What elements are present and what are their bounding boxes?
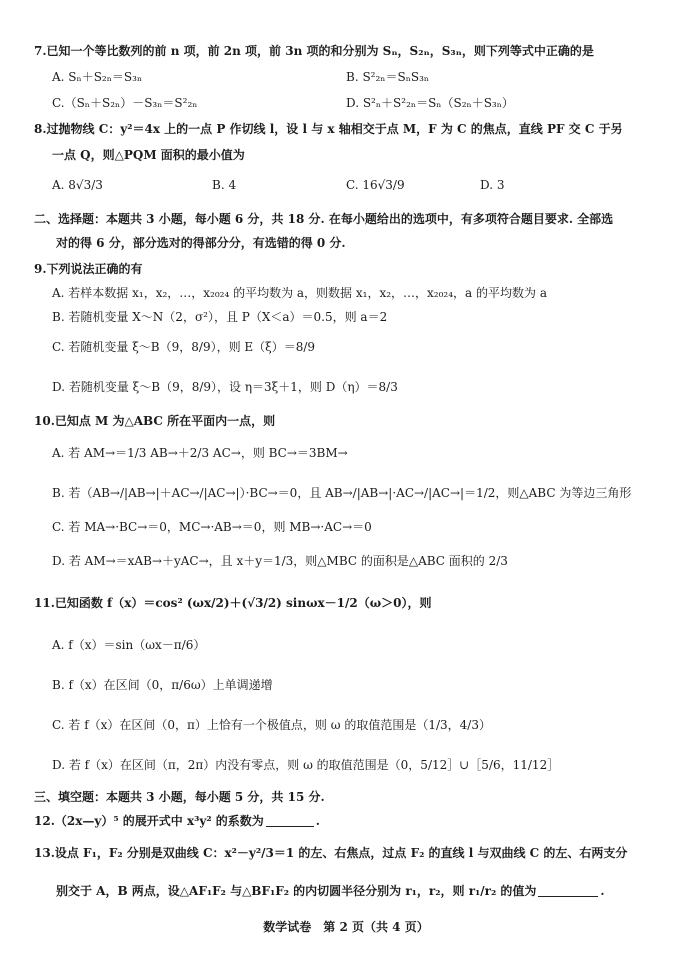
q13-stem-line2-row: 别交于 A，B 两点，设△AF₁F₂ 与△BF₁F₂ 的内切圆半径分别为 r₁，r₂，则 r₁/r₂ 的值为 . xyxy=(56,884,605,898)
q9-option-b: B. 若随机变量 X～N（2，σ²），且 P（X＜a）＝0.5，则 a＝2 xyxy=(52,310,388,324)
q10-stem: 10.已知点 M 为△ABC 所在平面内一点，则 xyxy=(34,414,276,428)
section3-heading: 三、填空题：本题共 3 小题，每小题 5 分，共 15 分. xyxy=(34,790,325,804)
q10-option-b: B. 若（AB→/|AB→|＋AC→/|AC→|）·BC→＝0，且 AB→/|AB→|·AC→/|AC→|＝1/2，则△ABC 为等边三角形 xyxy=(52,486,632,500)
q7-option-b: B. S²₂ₙ＝SₙS₃ₙ xyxy=(346,70,430,84)
q11-option-b: B. f（x）在区间（0，π/6ω）上单调递增 xyxy=(52,678,273,692)
section2-heading-line1: 二、选择题：本题共 3 小题，每小题 6 分，共 18 分. 在每小题给出的选项中，有多项符合题目要求. 全部选 xyxy=(34,212,614,226)
q8-stem-line2: 一点 Q，则△PQM 面积的最小值为 xyxy=(52,148,245,162)
q10-option-d: D. 若 AM→＝xAB→＋yAC→，且 x＋y＝1/3，则△MBC 的面积是△ABC 面积的 2/3 xyxy=(52,554,508,568)
q10-option-c: C. 若 MA→·BC→＝0，MC→·AB→＝0，则 MB→·AC→＝0 xyxy=(52,520,372,534)
q11-option-a: A. f（x）＝sin（ωx－π/6） xyxy=(52,638,206,652)
q11-option-c: C. 若 f（x）在区间（0，π）上恰有一个极值点，则 ω 的取值范围是（1/3，4/3） xyxy=(52,718,491,732)
q8-option-d: D. 3 xyxy=(480,178,505,192)
q13-stem-line1: 13.设点 F₁，F₂ 分别是双曲线 C：x²－y²/3＝1 的左、右焦点，过点 F₂ 的直线 l 与双曲线 C 的左、右两支分 xyxy=(34,846,628,860)
q13-stem-line2: 别交于 A，B 两点，设△AF₁F₂ 与△BF₁F₂ 的内切圆半径分别为 r₁，r₂，则 r₁/r₂ 的值为 xyxy=(56,884,537,898)
q8-stem-line1: 8.过抛物线 C：y²＝4x 上的一点 P 作切线 l，设 l 与 x 轴相交于点 M，F 为 C 的焦点，直线 PF 交 C 于另 xyxy=(34,122,623,136)
q8-option-b: B. 4 xyxy=(212,178,237,192)
q7-stem: 7.已知一个等比数列的前 n 项，前 2n 项，前 3n 项的和分别为 Sₙ，S₂ₙ，S₃ₙ，则下列等式中正确的是 xyxy=(34,44,594,58)
q11-stem: 11.已知函数 f（x）＝cos² (ωx/2)＋(√3/2) sinωx－1/2（ω＞0），则 xyxy=(34,596,432,610)
q10-option-a: A. 若 AM→＝1/3 AB→＋2/3 AC→，则 BC→＝3BM→ xyxy=(52,446,348,460)
section2-heading-line2: 对的得 6 分，部分选对的得部分分，有选错的得 0 分. xyxy=(56,236,346,250)
q7-option-c: C.（Sₙ＋S₂ₙ）－S₃ₙ＝S²₂ₙ xyxy=(52,96,198,110)
q12-stem: 12.（2x—y）⁵ 的展开式中 x³y² 的系数为 xyxy=(34,814,264,828)
q8-option-c: C. 16√3/9 xyxy=(346,178,405,192)
page-footer: 数学试卷 第 2 页（共 4 页） xyxy=(263,920,429,934)
q7-option-d: D. S²ₙ＋S²₂ₙ＝Sₙ（S₂ₙ＋S₃ₙ） xyxy=(346,96,514,110)
q12-answer-blank xyxy=(266,825,314,827)
q7-option-a: A. Sₙ＋S₂ₙ＝S₃ₙ xyxy=(52,70,143,84)
q8-option-a: A. 8√3/3 xyxy=(52,178,103,192)
q9-option-d: D. 若随机变量 ξ～B（9，8/9），设 η＝3ξ＋1，则 D（η）＝8/3 xyxy=(52,380,398,394)
q11-option-d: D. 若 f（x）在区间（π，2π）内没有零点，则 ω 的取值范围是（0，5/12］∪［5/6，11/12］ xyxy=(52,758,560,772)
q9-option-a: A. 若样本数据 x₁，x₂，…，x₂₀₂₄ 的平均数为 a，则数据 x₁，x₂，…，x₂₀₂₄，a 的平均数为 a xyxy=(52,286,547,300)
q12-stem-row: 12.（2x—y）⁵ 的展开式中 x³y² 的系数为 . xyxy=(34,814,320,828)
q9-option-c: C. 若随机变量 ξ～B（9，8/9），则 E（ξ）＝8/9 xyxy=(52,340,316,354)
q9-stem: 9.下列说法正确的有 xyxy=(34,262,143,276)
q13-answer-blank xyxy=(538,895,598,897)
